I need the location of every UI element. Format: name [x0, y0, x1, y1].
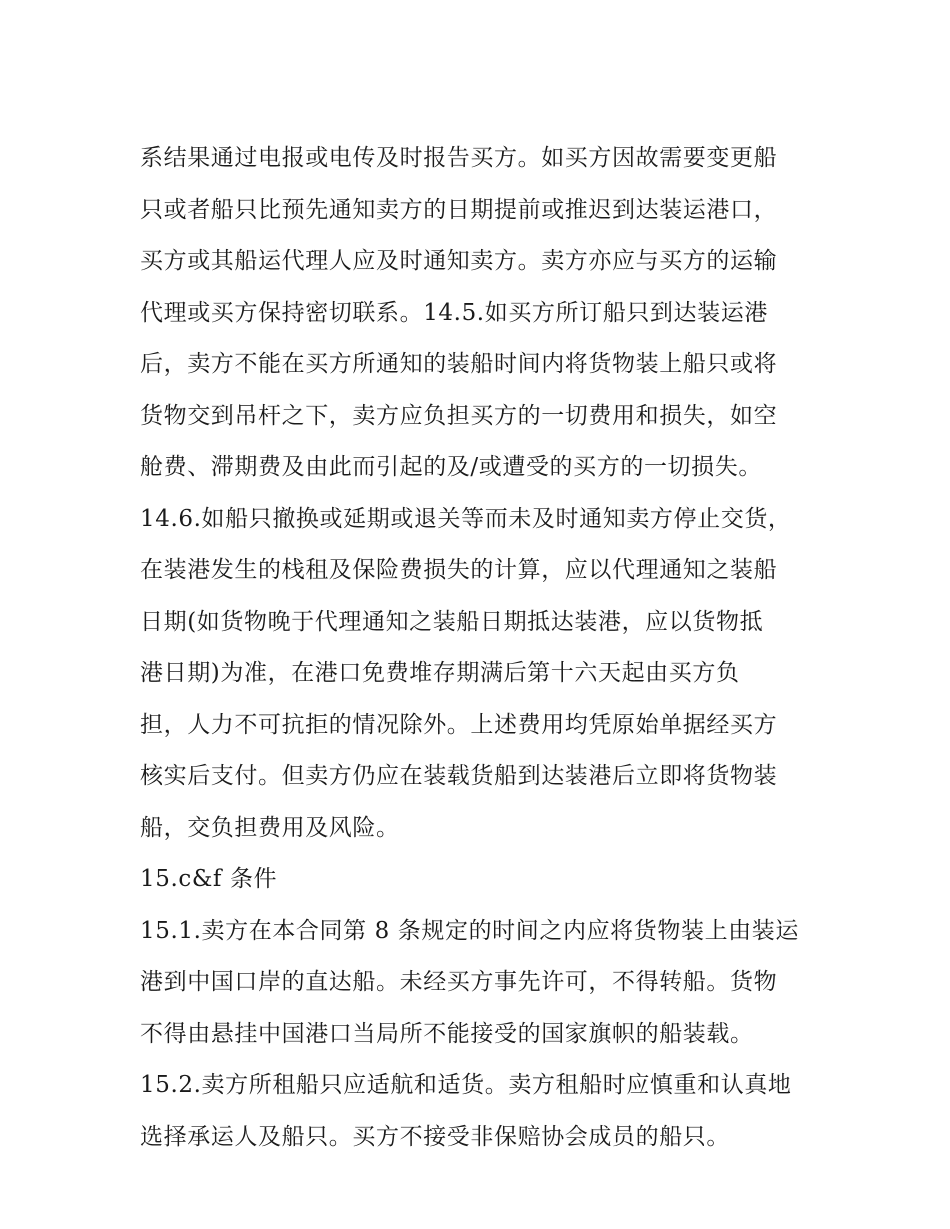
- text-line: 15.2.卖方所租船只应适航和适货。卖方租船时应慎重和认真地: [140, 1072, 792, 1098]
- text-line: 只或者船只比预先通知卖方的日期提前或推迟到达装运港口，: [140, 196, 778, 223]
- text-line: 选择承运人及船只。买方不接受非保赔协会成员的船只。: [140, 1123, 730, 1150]
- text-line: 不得由悬挂中国港口当局所不能接受的国家旗帜的船装载。: [140, 1020, 754, 1047]
- text-line: 担，人力不可抗拒的情况除外。上述费用均凭原始单据经买方: [140, 711, 778, 738]
- text-line: 日期(如货物晚于代理通知之装船日期抵达装港，应以货物抵: [140, 608, 764, 635]
- text-line: 港到中国口岸的直达船。未经买方事先许可，不得转船。货物: [140, 969, 778, 995]
- text-line: 核实后支付。但卖方仍应在装载货船到达装港后立即将货物装: [140, 763, 778, 789]
- text-line: 港日期)为准，在港口免费堆存期满后第十六天起由买方负: [140, 660, 740, 686]
- text-line: 在装港发生的栈租及保险费损失的计算，应以代理通知之装船: [140, 557, 778, 583]
- text-line: 船，交负担费用及风险。: [140, 814, 400, 841]
- text-line: 14.6.如船只撤换或延期或退关等而未及时通知卖方停止交货，: [140, 505, 792, 532]
- text-line: 15.1.卖方在本合同第 8 条规定的时间之内应将货物装上由装运: [140, 917, 799, 944]
- text-line: 货物交到吊杆之下，卖方应负担买方的一切费用和损失，如空: [140, 402, 778, 429]
- text-line: 代理或买方保持密切联系。14.5.如买方所订船只到达装运港: [140, 299, 768, 326]
- document-body: [140, 136, 816, 1166]
- section-heading: 15.c&f 条件: [140, 866, 278, 892]
- text-line: 舱费、滞期费及由此而引起的及/或遭受的买方的一切损失。: [140, 454, 762, 480]
- text-line: 买方或其船运代理人应及时通知卖方。卖方亦应与买方的运输: [140, 248, 778, 274]
- text-line: 系结果通过电报或电传及时报告买方。如买方因故需要变更船: [140, 145, 778, 171]
- text-line: 后，卖方不能在买方所通知的装船时间内将货物装上船只或将: [140, 351, 778, 377]
